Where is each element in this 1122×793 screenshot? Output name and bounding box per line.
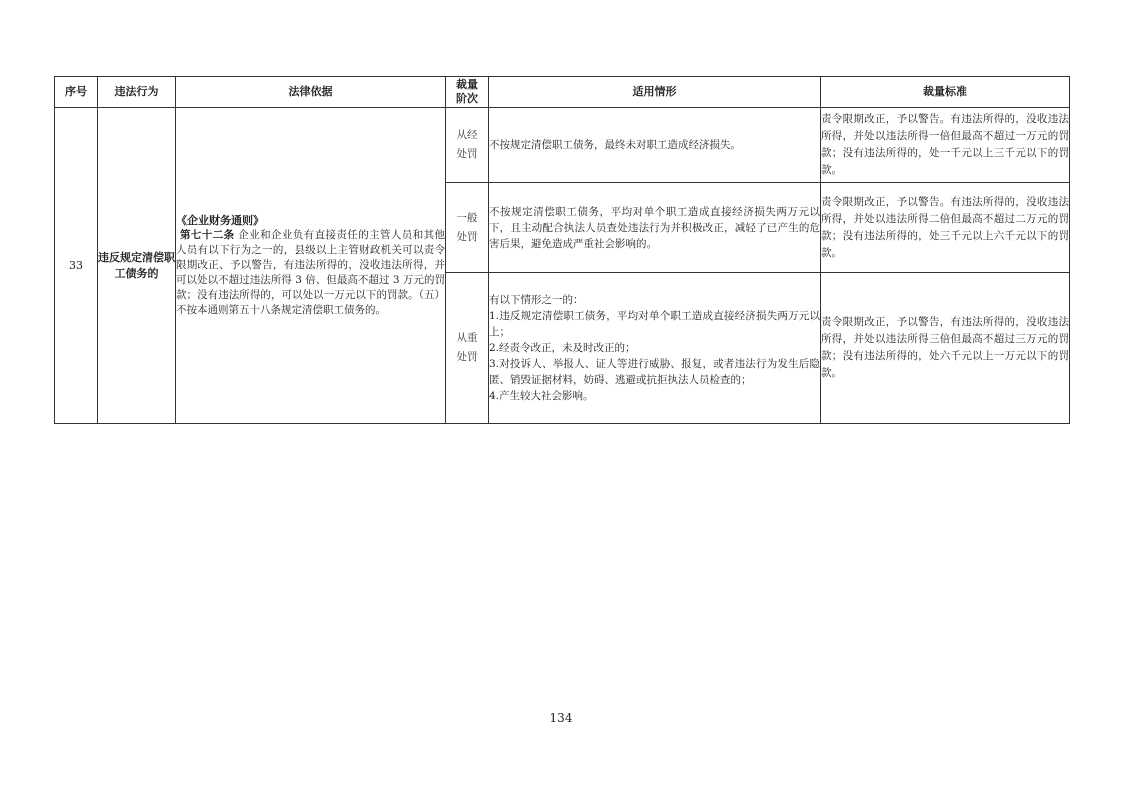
standard-general: 责令限期改正，予以警告。有违法所得的，没收违法所得，并处以违法所得二倍但最高不超过二万元的罚款；没有违法所得的，处三千元以上六千元以下的罚款。 bbox=[821, 183, 1070, 273]
article-text: 企业和企业负有直接责任的主管人员和其他人员有以下行为之一的，县级以上主管财政机关可以责令限期改正、予以警告，有违法所得的，没收违法所得，并可以处以不超过违法所得 3 倍、但最高不超过 3 万元的罚款；没有违法所得的，可以处以一万元以下的罚款。（五）不按本通则第五十八条规定清偿职工债务的。 bbox=[176, 229, 446, 316]
record-seq: 33 bbox=[55, 108, 98, 424]
situation-line: 有以下情形之一的： bbox=[489, 294, 584, 306]
situation-line: 1.违反规定清偿职工债务，平均对单个职工造成直接经济损失两万元以上； bbox=[489, 310, 820, 338]
record-violation: 违反规定清偿职工债务的 bbox=[98, 108, 176, 424]
situation-line: 不按规定清偿职工债务，最终未对职工造成经济损失。 bbox=[489, 139, 741, 151]
level-heavier-line2: 处罚 bbox=[456, 351, 478, 363]
level-lighter-line2: 处罚 bbox=[456, 148, 478, 160]
level-general-line2: 处罚 bbox=[456, 230, 478, 243]
standard-heavier: 责令限期改正，予以警告，有违法所得的，没收违法所得，并处以违法所得三倍但最高不超过三万元的罚款；没有违法所得的，处六千元以上一万元以下的罚款。 bbox=[821, 273, 1070, 424]
situation-general bbox=[489, 183, 821, 273]
table-header-row bbox=[55, 77, 1070, 108]
header-violation: 违法行为 bbox=[98, 77, 176, 108]
standard-lighter: 责令限期改正，予以警告。有违法所得的，没收违法所得，并处以违法所得一倍但最高不超过一万元的罚款；没有违法所得的，处一千元以上三千元以下的罚款。 bbox=[821, 108, 1070, 183]
situation-line: 不按规定清偿职工债务，平均对单个职工造成直接经济损失两万元以下，且主动配合执法人员查处违法行为并积极改正，减轻了已产生的危害后果，避免造成严重社会影响的。 bbox=[489, 205, 820, 250]
level-heavier-line1: 从重 bbox=[456, 332, 478, 344]
header-level-line1: 裁量 bbox=[456, 78, 478, 91]
penalty-discretion-table bbox=[54, 76, 1070, 424]
level-lighter-line1: 从经 bbox=[456, 129, 478, 141]
situation-line: 4.产生较大社会影响。 bbox=[489, 390, 594, 402]
situation-line: 3.对投诉人、举报人、证人等进行威胁、报复，或者违法行为发生后隐匿、销毁证据材料，妨碍、逃避或抗拒执法人员检查的； bbox=[489, 358, 820, 386]
level-general-line1: 一般 bbox=[456, 211, 478, 224]
table-row bbox=[55, 108, 1070, 183]
level-lighter bbox=[446, 108, 489, 183]
situation-lighter bbox=[489, 108, 821, 183]
article-number: 第七十二条 bbox=[180, 229, 235, 241]
record-legal-basis bbox=[176, 108, 446, 424]
situation-heavier bbox=[489, 273, 821, 424]
law-title: 《企业财务通则》 bbox=[176, 214, 264, 227]
level-general bbox=[446, 183, 489, 273]
situation-line: 2.经责令改正，未及时改正的； bbox=[489, 342, 636, 354]
header-legal-basis: 法律依据 bbox=[176, 77, 446, 108]
header-discretion-standard: 裁量标准 bbox=[821, 77, 1070, 108]
header-discretion-level bbox=[446, 77, 489, 108]
header-seq: 序号 bbox=[55, 77, 98, 108]
header-level-line2: 阶次 bbox=[456, 92, 478, 105]
page-number: 134 bbox=[549, 711, 573, 725]
header-applicable-situation: 适用情形 bbox=[489, 77, 821, 108]
level-heavier bbox=[446, 273, 489, 424]
